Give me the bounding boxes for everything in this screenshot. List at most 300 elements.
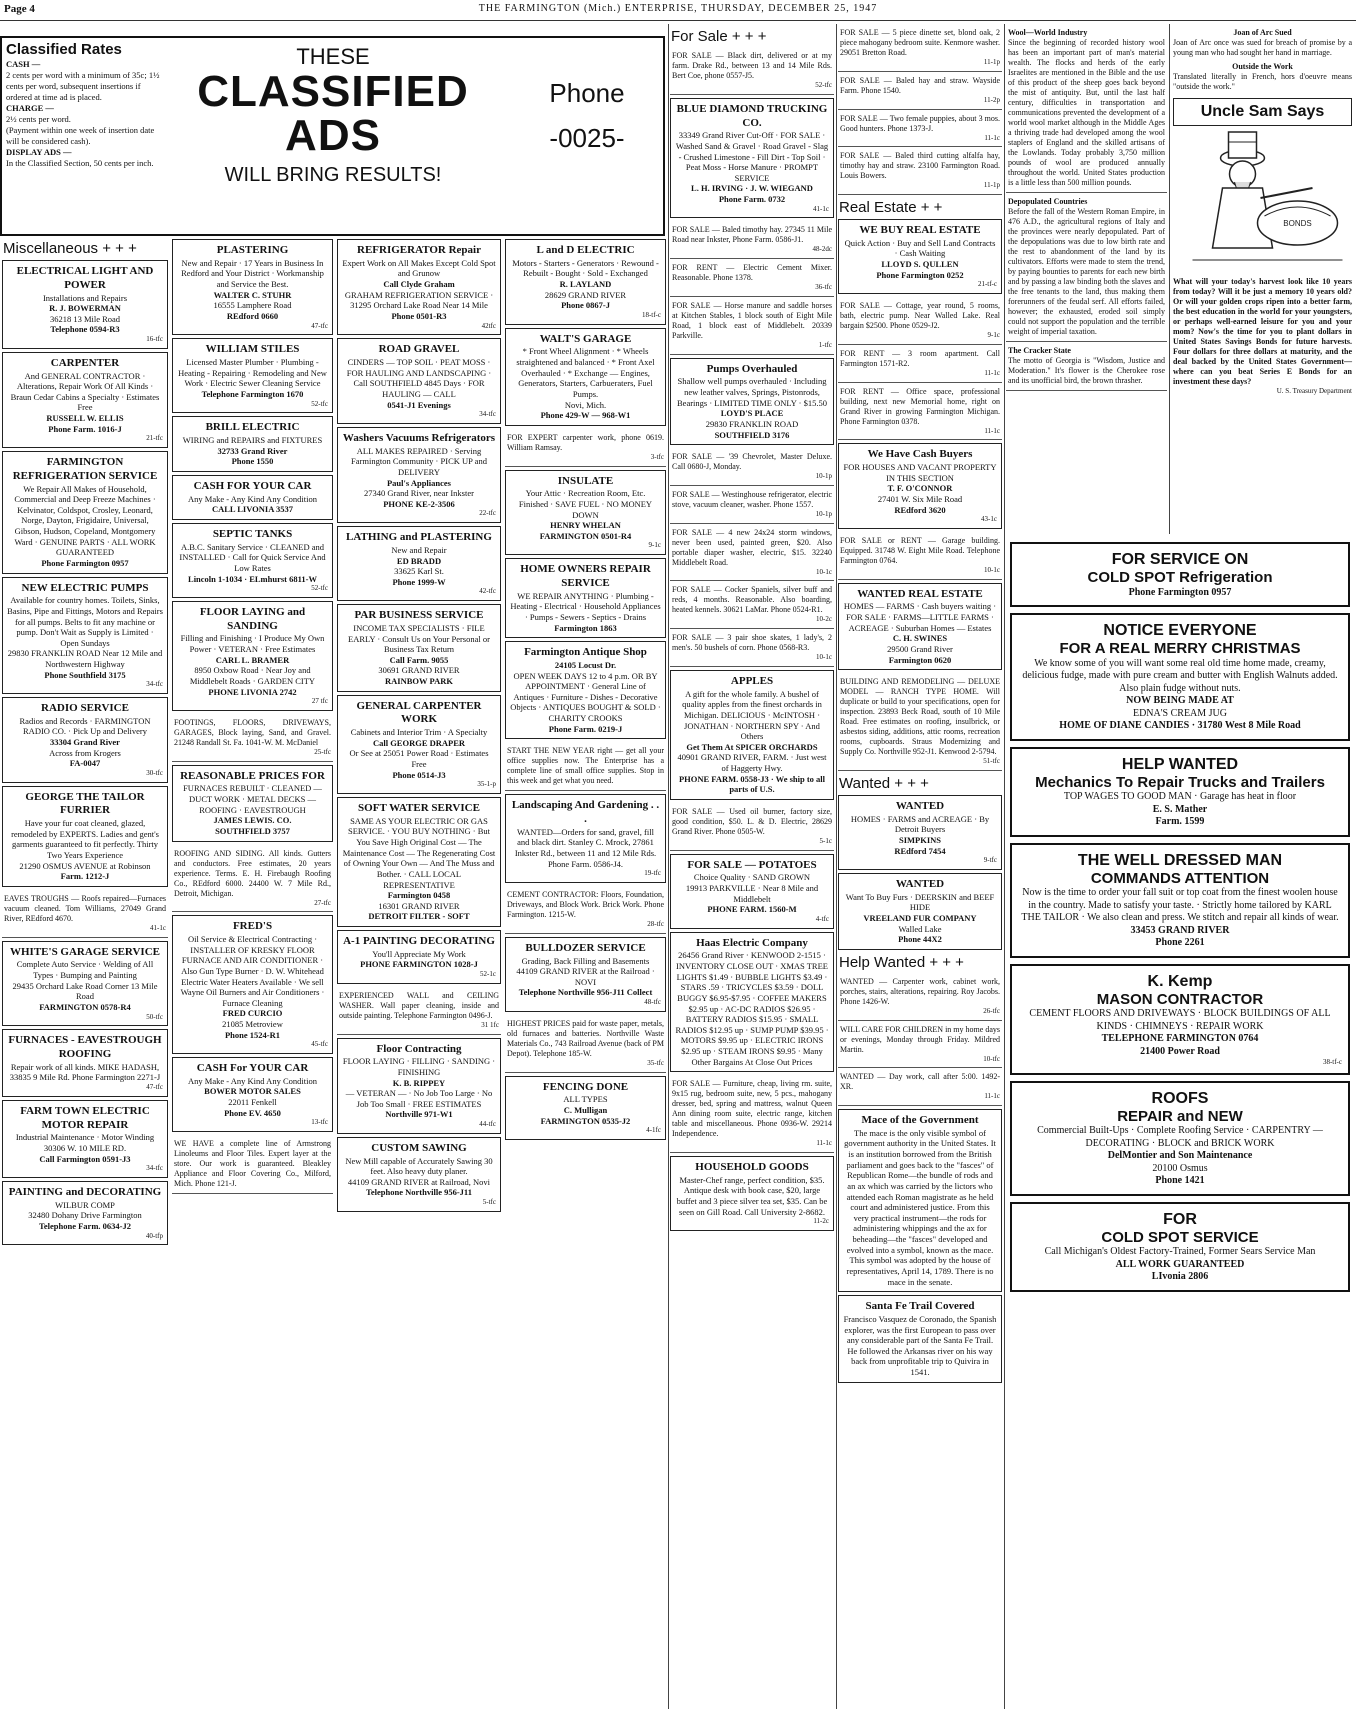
ad-title: CASH FOR YOUR CAR: [193, 479, 312, 492]
ad-body: FOR SALE — Cocker Spaniels, silver buff and reds, 4 months. Reasonable. Also boarding, heated kennels. 30621 LaMar. Phone 0524-R1.: [672, 585, 832, 615]
ad-name: TELEPHONE FARMINGTON 0764: [1101, 1033, 1259, 1044]
col5-ad: [670, 448, 834, 486]
ad-title: FARM TOWN ELECTRIC MOTOR REPAIR: [20, 1104, 150, 1131]
ad-body: Expert Work on All Makes Except Cold Spot and Grunow: [342, 257, 496, 279]
ad-address: Novi, Mich.: [564, 399, 607, 410]
col5-ad: [670, 854, 834, 929]
ad-phone: PHONE LIVONIA 2742: [208, 686, 297, 697]
ad-address: 36218 13 Mile Road: [49, 313, 121, 324]
ad-ref: 11-1c: [984, 133, 1000, 142]
rates-title: Classified Rates: [6, 41, 122, 58]
ad-title: FOR SALE — POTATOES: [687, 858, 817, 871]
col6-ad: [838, 110, 1002, 148]
uncle-sam-text-block: [1171, 273, 1354, 400]
col2-ad: [172, 1057, 333, 1132]
col3-ad: [337, 797, 501, 927]
ad-phone: Phone Farmington 0252: [876, 269, 964, 280]
col5-ad: [670, 803, 834, 851]
ad-phone: Phone Farmington 0957: [1128, 586, 1232, 598]
ad-address: 28629 GRAND RIVER: [544, 289, 627, 300]
these-classified-ads: [174, 44, 492, 187]
ad-title: FRED'S: [232, 920, 273, 933]
ad-title: LATHING and PLASTERING: [346, 531, 492, 544]
col4-ad: [505, 1015, 666, 1073]
col2-ad: [172, 523, 333, 598]
ad-ref: 9-1c: [648, 541, 661, 550]
ad-phone: Phone 0514-J3: [392, 769, 446, 780]
ad-title: Mace of the Government: [861, 1114, 979, 1126]
ad-headline: FOR A REAL MERRY CHRISTMAS: [1059, 640, 1301, 657]
ad-ref: 11-1c: [816, 1139, 832, 1148]
ad-title: HOME OWNERS REPAIR SERVICE: [520, 563, 651, 589]
ad-phone: Phone 0501-R3: [391, 310, 447, 321]
col6-ad: [838, 532, 1002, 580]
right_ads-ad: [1010, 542, 1350, 607]
ad-phone: FARMINGTON 0501-R4: [539, 530, 632, 541]
col2-ad: [172, 601, 333, 711]
ad-address: 21085 Metroview: [222, 1019, 283, 1029]
col3-ad: [337, 427, 501, 523]
ad-phone: Phone 2261: [1155, 937, 1205, 948]
ad-title: CUSTOM SAWING: [371, 1141, 467, 1154]
col6-ad: [838, 1109, 1002, 1292]
ad-phone: REdford 7454: [894, 845, 946, 856]
ad-ref: 3-tfc: [650, 452, 664, 461]
phone-box: [507, 78, 667, 154]
ad-body: Filling and Finishing · I Produce My Own Power · VETERAN · Free Estimates: [180, 633, 325, 654]
ad-body: HIGHEST PRICES paid for waste paper, metals, old furnaces and batteries. Northville Waste Materials Co., 743 Railroad Avenue (back of PM Depot). Telephone 185-W.: [507, 1018, 664, 1058]
rates-line: 2½ cents per word.: [6, 113, 71, 124]
ad-phone: FARMINGTON 0535-J2: [540, 1115, 631, 1126]
col5-ad: [670, 524, 834, 582]
ad-body: START THE NEW YEAR right — get all your office supplies now. The Enterprise has a complete line of small office supplies. Stop in this week and get what you need.: [507, 746, 664, 786]
ad-body: Your Attic · Recreation Room, Etc. Finished · SAVE FUEL · NO MONEY DOWN: [518, 488, 653, 520]
ad-ref: 11-1p: [983, 181, 1000, 190]
ad-phone: Phone 44X2: [898, 934, 942, 945]
rates-line: (Payment within one week of insertion date will be considered cash).: [6, 124, 155, 146]
col6-ad: [838, 1068, 1002, 1106]
col2-ad: [172, 765, 333, 842]
col5-ad: [670, 358, 834, 446]
right_ads-ad: [1010, 843, 1350, 958]
ad-phone: Phone 1524-R1: [224, 1029, 280, 1040]
ad-ref: 44-tfc: [479, 1120, 496, 1128]
ad-phone: PHONE FARM. 1560-M: [707, 904, 797, 915]
ad-body: FOR RENT — 3 room apartment. Call Farmington 1571-R2.: [840, 348, 1000, 368]
ad-name: ALL WORK GUARANTEED: [1115, 1258, 1245, 1270]
col4-ad: [505, 239, 666, 325]
ad-title: PAR BUSINESS SERVICE: [354, 609, 484, 622]
ad-ref: 34-tfc: [479, 410, 496, 419]
ad-name: ED BRADD: [396, 555, 442, 566]
col4-ad: [505, 742, 666, 791]
ad-body: CINDERS — TOP SOIL · PEAT MOSS · FOR HAULING AND LANDSCAPING · Call SOUTHFIELD 4845 Days · FOR HAULING — CALL: [346, 357, 492, 399]
ad-ref: 11-1c: [984, 368, 1000, 377]
ad-title: RADIO SERVICE: [41, 702, 129, 714]
ad-address: 44109 GRAND RIVER at Railroad, Novi: [347, 1176, 491, 1187]
ad-ref: 21-tf-c: [977, 280, 997, 289]
ad-address: 40901 GRAND RIVER, FARM. · Just west of Haggerty Hwy.: [677, 752, 827, 773]
ad-title: FOR SERVICE ON: [1111, 551, 1249, 568]
ad-ref: 38-tf-c: [1322, 1058, 1342, 1066]
ad-name: Farmington 0458: [387, 890, 451, 901]
ad-title: WANTED REAL ESTATE: [857, 587, 983, 600]
classified-rates: [6, 42, 166, 169]
ad-body: FOR SALE — Baled hay and straw. Wayside Farm. Phone 1540.: [840, 75, 1000, 95]
ad-name: 24105 Locust Dr.: [554, 659, 617, 670]
ad-phone: 21400 Power Road: [1140, 1045, 1220, 1057]
ad-name: BOWER MOTOR SALES: [204, 1086, 301, 1097]
ad-body: You'll Appreciate My Work: [372, 948, 466, 959]
ad-address: OPEN WEEK DAYS 12 to 4 p.m. OR BY APPOINTMENT · General Line of Antiques · Furniture - Dishes - Decorative Objects · ANTIQUES BOUGHT & SOLD · CHARITY CROOKS: [510, 670, 661, 723]
ad-name: CARL L. BRAMER: [215, 654, 290, 665]
ad-body: FOR RENT — Office space, professional building, next new Memorial home, right on Grand River in growing Farmington Michigan. Phone Farmington 0378.: [840, 386, 1000, 426]
ad-body: Complete Auto Service · Welding of All Types · Bumping and Painting: [16, 959, 154, 980]
ad-name: HENRY WHELAN: [550, 520, 621, 531]
col6-ad: [838, 973, 1002, 1021]
ad-body: Installations and Repairs: [42, 292, 128, 303]
ad-phone: Phone 429-W — 968-W1: [540, 410, 631, 421]
ad-address: — VETERAN — · No Job Too Large · No Job Too Small · FREE ESTIMATES: [345, 1088, 493, 1109]
ad-address: 8950 Oxbow Road · Near Joy and Middlebelt Roads · GARDEN CITY: [189, 665, 316, 686]
ad-phone: Telephone Northville 956-J11: [366, 1187, 472, 1198]
ad-body: Motors - Starters - Generators · Rewound - Rebuilt - Bought · Sold - Exchanged: [512, 257, 659, 279]
ad-ref: 22-tfc: [479, 509, 496, 518]
ad-body: FOR SALE or RENT — Garage building. Equipped. 31748 W. Eight Mile Road. Telephone Farmington 0764.: [840, 535, 1000, 565]
ad-title: FENCING DONE: [542, 1080, 629, 1093]
ad-phone: Telephone Farmington 1670: [201, 388, 304, 399]
ad-body: Commercial Built-Ups · Complete Roofing Service · CARPENTRY — DECORATING · BLOCK and BRICK WORK: [1037, 1125, 1323, 1149]
classified-text: CLASSIFIED: [197, 67, 469, 116]
ad-name: LLOYD S. QULLEN: [881, 259, 959, 269]
ad-title: WILLIAM STILES: [205, 343, 300, 356]
column-divider: [836, 24, 837, 1709]
ad-body: WILL CARE FOR CHILDREN in my home days or evenings, Monday through Friday. Mildred Martin.: [840, 1024, 1000, 1054]
ad-body: Any Make - Any Kind Any Condition: [188, 1075, 317, 1086]
ad-ref: 10-1c: [984, 565, 1000, 574]
ad-address: 21290 OSMUS AVENUE at Robinson: [19, 860, 151, 871]
ad-title: PLASTERING: [216, 244, 289, 256]
ad-ref: 47-tfc: [146, 1083, 163, 1091]
ad-title: GEORGE THE TAILOR FURRIER: [25, 790, 145, 817]
col5-ad: [670, 221, 834, 259]
ad-title: Farmington Antique Shop: [524, 646, 647, 659]
ad-title: ROAD GRAVEL: [378, 343, 460, 356]
ad-phone: Farmington 1863: [554, 622, 617, 633]
ad-body: FOR SALE — Westinghouse refrigerator, electric stove, vacuum cleaner, washer. Phone 1557.: [672, 489, 832, 509]
ad-title: We Have Cash Buyers: [867, 448, 973, 461]
ad-title: FARMINGTON REFRIGERATION SERVICE: [12, 456, 158, 482]
ad-name: LOYD'S PLACE: [720, 408, 784, 419]
ad-name: SIMPKINS: [898, 834, 942, 845]
col6-ad: [838, 1295, 1002, 1383]
col1-ad: [2, 697, 168, 783]
ad-body: WANTED — Day work, call after 5:00. 1492-XR.: [840, 1072, 1000, 1092]
ad-phone: SOUTHFIELD 3757: [215, 825, 290, 836]
ad-body: 33349 Grand River Cut-Off · FOR SALE · Washed Sand & Gravel · Road Gravel - Slag - Crushed Limestone - Fill Dirt - Top Soil · Peat Moss - Horse Manure · PROMPT SERVICE: [675, 130, 829, 183]
ad-ref: 51-tfc: [983, 757, 1000, 766]
ad-ref: 34-tfc: [146, 680, 163, 689]
col2-ad: [172, 475, 333, 520]
ad-phone: Phone 1550: [231, 456, 274, 467]
ad-ref: 10-1p: [815, 472, 832, 481]
col4-ad: [505, 558, 666, 638]
ad-ref: 36-tfc: [815, 283, 832, 292]
ad-body: Master-Chef range, perfect condition, $35. Antique desk with book case, $20, large buffet and 3 piece silver tea set, $35. Can be seen on Gill Road. Call University 2-8682.: [676, 1174, 828, 1217]
ad-phone: Phone Southfield 3175: [44, 669, 126, 680]
ad-ref: 40-tfp: [145, 1231, 163, 1240]
ad-title: Pumps Overhauled: [706, 362, 798, 375]
ad-body: SAME AS YOUR ELECTRIC OR GAS SERVICE. · YOU BUY NOTHING · But You Save High Original Cost — The Maintenance Cost — The Regenerating Cost of Owning Your Own — And The Muss and Bother. · CALL LOCAL REPRESENTATIVE: [342, 815, 496, 890]
ad-title: A-1 PAINTING DECORATING: [343, 935, 495, 947]
ad-body: FLOOR LAYING · FILLING · SANDING · FINISHING: [342, 1056, 496, 1077]
col7-ad: [1006, 24, 1167, 193]
ad-ref: 16-tfc: [146, 335, 163, 343]
ad-body: * Front Wheel Alignment · * Wheels straightened and balanced · * Front Axel Overhauled · * Exchange — Engines, Generators, Starters, Carbueraters, Fuel Pumps.: [516, 346, 655, 399]
ad-body: BUILDING AND REMODELING — DELUXE MODEL — RANCH TYPE HOME. Will duplicate or build to your specifications, open for inspection. 23893 Beck Road, south of 10 Mile Road. Free estimates on roofing, insulbrick, or asbestos siding, additions, attic rooms, recreation rooms, cupboards. Straus Modernizing and Supply Co. Northville 952-J1. Kenwood 2-5794.: [840, 677, 1000, 757]
ad-title: Floor Contracting: [376, 1042, 462, 1055]
ad-body: Quick Action · Buy and Sell Land Contracts · Cash Waiting: [844, 237, 996, 259]
ad-name: 32733 Grand River: [217, 445, 288, 456]
masthead: THE FARMINGTON (Mich.) ENTERPRISE, THURSDAY, DECEMBER 25, 1947: [478, 3, 878, 14]
ad-phone: Phone Farm. 0219-J: [548, 723, 623, 734]
ad-phone: LIvonia 2806: [1151, 1271, 1209, 1283]
rates-line: CASH —: [6, 58, 41, 69]
col7-ad: [1006, 342, 1167, 391]
ad-body: FOR SALE — 4 new 24x24 storm windows, never been used, painted green, $20. Also portable diaper washer, electric, $15. 32240 Middlebelt Road.: [672, 527, 832, 567]
ad-name: 33304 Grand River: [50, 737, 120, 747]
ad-body: Industrial Maintenance · Motor Winding: [15, 1132, 155, 1143]
ad-body: WANTED—Orders for sand, gravel, fill and black dirt. Stanley C. Mrock, 27861 Inkster Rd., between 11 and 12 Mile Rds. Phone Farm. 0586-J4.: [514, 826, 657, 869]
ad-ref: 13-tfc: [311, 1118, 328, 1127]
ad-body: FOR SALE — Black dirt, delivered or at my farm. Drake Rd., between 13 and 14 Mile Rds. Bert Coe, phone 0557-J5.: [672, 51, 832, 80]
ad-address: 22011 Fenkell: [228, 1097, 277, 1107]
ad-ref: 48-tfc: [644, 998, 661, 1006]
ad-body: CEMENT FLOORS AND DRIVEWAYS · BLOCK BUILDINGS OF ALL KINDS · CHIMNEYS · REPAIR WORK: [1029, 1008, 1331, 1032]
ad-body: FOR EXPERT carpenter work, phone 0619. William Ramsay.: [507, 432, 664, 452]
right_ads-ad: [1010, 747, 1350, 837]
ad-title: NEW ELECTRIC PUMPS: [21, 581, 149, 594]
ad-address: 32480 Dohany Drive Farmington: [28, 1210, 142, 1221]
ad-body: WIRING and REPAIRS and FIXTURES: [182, 435, 323, 445]
col1-ad: [2, 786, 168, 887]
ad-name: K. B. RIPPEY: [392, 1077, 446, 1088]
ad-body: 26456 Grand River · KENWOOD 2-1515 · INVENTORY CLOSE OUT · XMAS TREE LIGHTS $1.49 · BUBBLE LIGHTS $3.49 · STARS .59 · TRICYCLES $3.59 · DOLL BUGGY $6.95-$7.95 · COFFEE MAKERS $2.95 up · AC-DC RADIOS $26.95 · BATTERY RADIOS $15.95 · SMALL RADIOS $12.95 up · SUMP PUMP $39.95 · MOTORS $9.95 up · ELECTRIC IRONS $2.95 up · STEAM IRONS $9.95 · Many Other Bargains At Close Out Prices: [675, 950, 829, 1067]
page-header: [0, 0, 1356, 22]
ad-ref: 52-1c: [480, 970, 496, 978]
section-heading-help: Help Wanted + + +: [839, 953, 964, 971]
col6-ad: [838, 345, 1002, 383]
ad-body: ALL MAKES REPAIRED · Serving Farmington Community · PICK UP and DELIVERY: [351, 445, 487, 477]
ad-body: ROOFING AND SIDING. All kinds. Gutters and conductors. Free estimates, 20 years experience. Terms. E. H. Firebaugh Roofing Co., REdford 6000. 24400 W. 7 Mile Rd., Detroit, Michigan.: [174, 848, 331, 898]
ad-name: C. Mulligan: [563, 1104, 608, 1115]
col4-ad: [505, 470, 666, 556]
ad-name: C. H. SWINES: [892, 633, 948, 644]
column-8: [1169, 24, 1356, 534]
ad-title: Wool—World Industry: [1008, 28, 1088, 37]
col3-ad: [337, 526, 501, 601]
ad-body: Licensed Master Plumber · Plumbing - Heating - Repairing · Remodeling and New Work · Electric Sewer Cleaning Service: [178, 357, 327, 389]
ad-phone: FA-0047: [69, 758, 101, 769]
ad-body: FOR SALE — '39 Chevrolet, Master Deluxe. Call 0680-J, Monday.: [672, 452, 832, 472]
ad-address: Or See at 25051 Power Road · Estimates Free: [349, 748, 489, 769]
col6-ad: [838, 795, 1002, 870]
ad-ref: 11-2c: [813, 1217, 829, 1226]
ad-ref: 11-1c: [984, 426, 1000, 435]
ad-body: The mace is the only visible symbol of government authority in the United States. It is an institution borrowed from the British parliament and goes back to the "fasces" of Republican Rome—the bundle of rods and an ax which was carried by the lictors who attended each Roman magistrate as he held court and administered justice. From this very practical instrument—the rods for administering whippings and the ax for beheading—the "fasces" developed and evolved into a symbol, known as the mace. This symbol was adopted by the house of representatives, April 14, 1789. There is no mace in the senate.: [844, 1127, 996, 1287]
ad-body: TOP WAGES TO GOOD MAN · Garage has heat in floor: [1063, 791, 1297, 802]
col6-ad: [838, 147, 1002, 195]
ad-address: 29830 FRANKLIN ROAD: [705, 418, 799, 429]
column-3: [335, 236, 503, 1706]
ad-phone: Northville 971-W1: [385, 1109, 453, 1120]
col6-ad: [838, 443, 1002, 529]
ad-phone: Telephone 0594-R3: [50, 324, 120, 335]
ad-title: CASH For YOUR CAR: [196, 1062, 309, 1074]
these-text: THESE: [296, 44, 370, 69]
ad-phone: Phone Farm. 0732: [718, 194, 786, 204]
ad-title: L and D ELECTRIC: [536, 244, 635, 256]
ad-ref: 52-tfc: [311, 399, 328, 408]
work-text: Translated literally in French, hors d'oeuvre means "outside the work.": [1173, 72, 1352, 91]
col3-ad: [337, 338, 501, 424]
ad-phone: HOME OF DIANE CANDIES · 31780 West 8 Mile Road: [1059, 720, 1301, 731]
ad-title: INSULATE: [557, 474, 614, 487]
column-4: [503, 236, 668, 1706]
section-heading-realestate: Real Estate + +: [839, 199, 943, 216]
ad-address: 16555 Lamphere Road: [213, 300, 292, 311]
ad-title: Washers Vacuums Refrigerators: [342, 431, 496, 444]
ad-body: Since the beginning of recorded history wool has been an important part of man's material wealth. The flocks and herds of the early Israelites are mentioned in the Bible and the use of this product of the sheep goes back beyond the mist of antiquity. But, until the last half century, difficulties in transportation and communications prevented the development of a world wool market although in the Middle Ages a thriving trade had developed among the wool staplers of England and the skilled artisans of the Lowlands. Today probably 3,750 million pounds of wool are produced annually throughout the world. United States production is a little less than 500 million pounds.: [1008, 38, 1165, 187]
ad-body: We Repair All Makes of Household, Commercial and Deep Freeze Machines · Kelvinator, Coldspot, Crosley, Leonard, Norge, Dayton, Frigidaire, Universal, Gibson, Hudson, Copeland, Montgomery Ward · GENUINE PARTS · ALL WORK GUARANTEED: [14, 483, 156, 558]
ad-address: 30306 W. 10 MILE RD.: [43, 1142, 127, 1153]
ad-title: REASONABLE PRICES FOR: [180, 769, 325, 782]
classified-banner: [0, 36, 665, 236]
ad-title: HOUSEHOLD GOODS: [695, 1161, 809, 1173]
right-display-ads: [1004, 536, 1356, 1706]
col6-ad: [838, 873, 1002, 950]
ad-title: BULLDOZER SERVICE: [525, 941, 646, 954]
ad-ref: 10-tfc: [983, 1054, 1000, 1063]
ad-ref: 10-2c: [816, 615, 832, 624]
ad-name: E. S. Mather: [1152, 803, 1208, 815]
ad-ref: 1-tfc: [818, 340, 832, 349]
column-divider: [1169, 24, 1170, 534]
col6-ad: [838, 583, 1002, 671]
col6-ad: [838, 24, 1002, 72]
ad-body: Now is the time to order your fall suit or top coat from the finest woolen house in the country. Made to satisfy your taste. · Strictly home tailored by KARL THE TAILOR · We also clean and press. We stitch and repair all kinds of wear.: [1021, 887, 1339, 923]
header-rule: [0, 20, 1356, 21]
ad-name: Get Them At SPICER ORCHARDS: [686, 741, 818, 752]
ad-ref: 11-2p: [983, 95, 1000, 104]
col2-ad: [172, 915, 333, 1054]
col7-ad: [1006, 193, 1167, 342]
ad-name: Call GEORGE DRAPER: [372, 737, 466, 748]
ad-phone: Phone 1999-W: [392, 576, 446, 587]
section-heading-misc: Miscellaneous + + +: [3, 240, 137, 257]
col2-ad: [172, 714, 333, 762]
column-6: [836, 24, 1004, 1706]
col4-ad: [505, 886, 666, 934]
col2-ad: [172, 845, 333, 913]
ad-title: PAINTING and DECORATING: [8, 1185, 162, 1198]
section-heading-wanted: Wanted + + +: [839, 774, 929, 792]
ad-phone: Telephone Farm. 0634-J2: [38, 1220, 131, 1231]
ad-body: New Mill capable of Accurately Sawing 30 feet. Also heavy duty planer.: [345, 1155, 493, 1177]
ad-title: ROOFS: [1151, 1089, 1209, 1107]
ad-address: 27401 W. Six Mile Road: [877, 493, 963, 504]
ad-title: Landscaping And Gardening . . .: [511, 799, 660, 825]
ad-address: 29830 FRANKLIN ROAD Near 12 Mile and Northwestern Highway: [7, 648, 163, 669]
ad-address: 20100 Osmus: [1152, 1162, 1208, 1174]
ad-ref: 35-1-p: [477, 780, 496, 789]
results-text: WILL BRING RESULTS!: [224, 164, 442, 186]
ad-ref: 48-2dc: [812, 245, 832, 254]
ad-headline: COMMANDS ATTENTION: [1090, 869, 1270, 887]
ad-ref: 41-1c: [813, 204, 829, 213]
ad-title: Depopulated Countries: [1008, 197, 1088, 206]
ad-body: We know some of you will want some real old time home made, creamy, delicious fudge, made with pure cream and butter with English Walnuts added. Also plain fudge without nuts.: [1022, 657, 1338, 694]
ad-address: 19913 PARKVILLE · Near 8 Mile and Middlebelt: [685, 883, 819, 904]
ad-address: Across from Krogers: [49, 747, 121, 758]
ad-title: ELECTRICAL LIGHT AND POWER: [16, 265, 154, 291]
uncle-sam-title: Uncle Sam Says: [1200, 103, 1325, 120]
ad-ref: 42-tfc: [479, 587, 496, 596]
ad-body: Repair work of all kinds. MIKE HADASH, 33835 9 Mile Rd. Phone Farmington 2271-J: [9, 1061, 161, 1083]
ad-ref: 11-1p: [983, 58, 1000, 66]
ad-name: Call Farm. 9055: [389, 654, 449, 665]
ad-body: INCOME TAX SPECIALISTS · FILE EARLY · Consult Us on Your Personal or Business Tax Return: [348, 622, 490, 655]
ad-title: REFRIGERATOR Repair: [357, 244, 481, 256]
rates-line: CHARGE —: [6, 102, 54, 113]
col4-ad: [505, 794, 666, 883]
col6-ad: [838, 72, 1002, 110]
ad-name: L. H. IRVING · J. W. WIEGAND: [691, 183, 813, 194]
ad-title: Santa Fe Trail Covered: [865, 1300, 975, 1313]
right_ads-ad: [1010, 1202, 1350, 1292]
col1-ad: [2, 890, 168, 938]
ad-body: Grading, Back Filling and Basements: [521, 955, 650, 966]
ad-phone: REdford 0660: [226, 310, 279, 321]
ad-title: THE WELL DRESSED MAN: [1077, 851, 1283, 869]
ad-ref: 10-1c: [816, 567, 832, 576]
right_ads-ad: [1010, 964, 1350, 1075]
ad-body: FOR SALE — Horse manure and saddle horses at Kitchen Stables, 1 block south of Eight Mile Road, 1 block east of Middlebelt. 20339 Parkville.: [672, 300, 832, 340]
ad-name: NOW BEING MADE AT: [1126, 695, 1234, 706]
ad-phone: Lincoln 1-1034 · ELmhurst 6811-W: [188, 573, 317, 584]
ad-phone: Phone EV. 4650: [224, 1107, 281, 1118]
ad-ref: 10-1c: [816, 653, 832, 662]
ad-headline: COLD SPOT SERVICE: [1101, 1228, 1259, 1246]
ad-ref: 47-tfc: [311, 321, 328, 330]
ad-title: FURNACES - EAVESTROUGH ROOFING: [8, 1034, 162, 1060]
col5-ad: [670, 98, 834, 219]
ad-headline: REPAIR and NEW: [1117, 1107, 1243, 1125]
ad-ref: 10-1p: [815, 509, 832, 518]
ad-body: FOOTINGS, FLOORS, DRIVEWAYS, GARAGES, Block laying, Sand, and Gravel. 21248 Randall St. Fa. 1041-W. M. McDaniel: [174, 717, 331, 747]
ad-phone: Farm. 1599: [1155, 816, 1205, 827]
ad-phone: DETROIT FILTER - SOFT: [368, 911, 470, 922]
svg-text:BONDS: BONDS: [1283, 218, 1312, 228]
uncle-sam-text: What will your today's harvest look like 10 years from today? Will it be just a memory 10 years old? Or will your golden crops ripen into a better farm, the best education in the world for your youngsters, or perhaps well-earned leisure for you and your mom? Now's the time for you to plant dollars in United States Savings Bonds for future harvests. Four dollars for three dollars at maturity, and the deal backed by the United States Government—where can you beat Series E Bonds for an investment these days?: [1173, 276, 1352, 386]
ad-title: WANTED: [895, 799, 945, 812]
ad-ref: 26-tfc: [983, 1006, 1000, 1015]
ad-body: A.B.C. Sanitary Service · CLEANED and INSTALLED · Call for Quick Service And Low Rates: [179, 541, 326, 573]
ad-name: Call Clyde Graham: [383, 279, 455, 289]
ad-body: HOMES · FARMS and ACREAGE · By Detroit Buyers: [850, 813, 990, 835]
ad-address: 44109 GRAND RIVER at the Railroad · NOVI: [516, 966, 655, 987]
ad-body: FOR SALE — 5 piece dinette set, blond oak, 2 piece mahogany bedroom suite. Kenmore washer. 29051 Bretton Road.: [840, 28, 1000, 57]
